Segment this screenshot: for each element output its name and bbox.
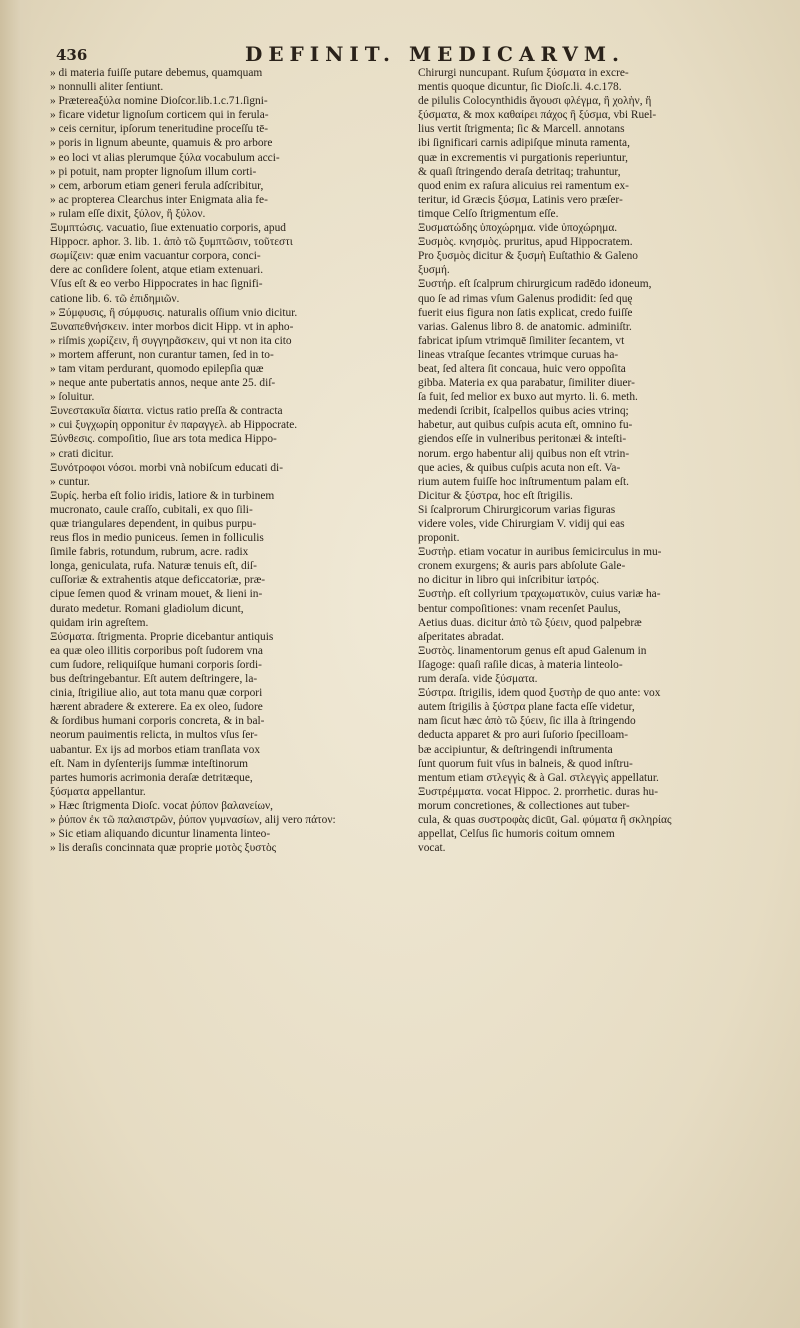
text-line: » Hæc ſtrigmenta Dioſc. vocat ῥύπον βαλανείων, [50, 799, 273, 812]
text-line: σωμίζειν: quæ enim vacuantur corpora, conci- [50, 250, 261, 263]
text-line: » neque ante pubertatis annos, neque ante 25. diſ- [50, 377, 276, 390]
text-line: lineas vtraſque ſecantes vtrimque curuas ha- [418, 348, 619, 361]
text-line: Pro ξυσμὸς dicitur & ξυσμὴ Euſtathio & Galeno [418, 250, 638, 263]
text-line: » crati dicitur. [50, 447, 114, 460]
text-line: varias. Galenus libro 8. de anatomic. adminiſtr. [418, 320, 632, 333]
text-line: » mortem afferunt, non curantur tamen, ſed in to- [50, 348, 274, 361]
text-line: » Prætereaξύλα nomine Dioſcor.lib.1.c.71.ſigni- [50, 95, 268, 108]
text-line: » cem, arborum etiam generi ferula adſcribitur, [50, 179, 264, 192]
text-line: Ξυσμὸς. κνησμὸς. pruritus, apud Hippocratem. [418, 236, 633, 249]
text-line: gibba. Materia ex qua parabatur, ſimiliter diuer- [418, 377, 635, 390]
text-line: lius vertit ſtrigmenta; ſic & Marcell. annotans [418, 123, 625, 136]
text-line: autem ſtrigilis à ξύστρα plane facta eſſe videtur, [418, 701, 635, 714]
text-line: » nonnulli aliter ſentiunt. [50, 81, 164, 94]
text-line: ibi ſignificari carnis adipiſque minuta ramenta, [418, 137, 630, 150]
text-line: fuerit eius figura non ſatis explicat, credo fuiſſe [418, 306, 633, 319]
text-line: Ξυνότροφοι νόσοι. morbi vnà nobiſcum educati di- [50, 461, 284, 474]
text-line: cum ſudore, reliquiſque humani corporis ſordi- [50, 658, 262, 671]
text-line: teritur, id Græcis ξύσμα, Latinis vero præſer- [418, 193, 623, 206]
text-line: vocat. [418, 842, 446, 855]
running-head: DEFINIT. MEDICARVM. [244, 42, 626, 66]
text-line: » poris in lignum abeunte, quamuis & pro arbore [50, 137, 273, 150]
text-line: bentur compoſitiones: vnam recenſet Paulus, [418, 602, 621, 615]
text-line: ſa fuit, ſed melior ex buxo aut myrto. li. 6. meth. [418, 391, 638, 404]
text-line: » ac propterea Clearchus inter Enigmata alia fe- [50, 193, 268, 206]
text-line: » cuntur. [50, 475, 90, 488]
text-line: Aetius duas. dicitur ἀπὸ τῶ ξύειν, quod palpebræ [418, 616, 642, 629]
text-line: » Sic etiam aliquando dicuntur linamenta linteo- [50, 828, 271, 841]
page-number: 436 [56, 46, 88, 64]
text-line: medendi ſcribit, ſcalpellos quibus acies vtrinq; [418, 405, 629, 418]
text-line: mentum etiam στλεγγὶς & à Gal. στλεγγὶς appellatur. [418, 771, 659, 784]
text-line: & ſordibus humani corporis concreta, & in bal- [50, 715, 265, 728]
text-line: eſt. Nam in dyſenterijs ſummæ inteſtinorum [50, 757, 249, 770]
text-line: beat, ſed altera ſit concaua, huic vero oppoſita [418, 362, 626, 375]
text-line: » ῥύπον ἐκ τῶ παλαιστρῶν, ῥύπον γυμνασίων, alij vero πάτον: [50, 813, 336, 826]
text-line: quidam irin agreſtem. [50, 616, 149, 629]
text-line: quod enim ex raſura alicuius rei ramentum ex- [418, 179, 629, 192]
text-line: videre voles, vide Chirurgiam V. vidij qui eas [418, 518, 625, 530]
text-line: longa, geniculata, rufa. Naturæ tenuis eſt, diſ- [50, 560, 257, 573]
text-line: ξύσματα appellantur. [50, 785, 146, 798]
text-line: Iſagoge: quaſi raſile dicas, à materia linteolo- [418, 658, 623, 671]
text-line: partes humoris acrimonia deraſæ detritæque, [50, 771, 253, 784]
text-line: que acies, & quibus cuſpis acuta non eſt. Va- [418, 461, 621, 474]
text-line: catione lib. 6. τῶ ἐπιδημιῶν. [50, 292, 180, 305]
text-line: Chirurgi nuncupant. Ruſum ξύσματα in excre- [418, 67, 629, 79]
text-line: Ξύνθεσις. compoſitio, ſiue ars tota medica Hippo- [50, 433, 277, 446]
text-line: » cui ξυγχωρίη opponitur ἐν παραγγελ. ab Hippocrate. [50, 419, 298, 432]
text-line: aſperitates abradat. [418, 630, 505, 643]
text-line: habetur, aut quibus cuſpis acuta eſt, omnino fu- [418, 419, 633, 432]
text-line: » rulam eſſe dixit, ξύλον, ἢ ξύλον. [50, 207, 206, 220]
text-line: ſunt quorum fuit vſus in balneis, & quod inſtru- [418, 757, 633, 770]
text-line: fabricat ipſum vtrimquē ſimiliter ſecantem, vt [418, 334, 625, 347]
right-text-column [418, 66, 764, 855]
text-line: dere ac conſidere ſolent, atque etiam extenuari. [50, 264, 264, 277]
text-line: cipue ſemen quod & vrinam mouet, & lieni in- [50, 588, 263, 601]
text-line: hærent abradere & exterere. Ea ex oleo, ſudore [50, 701, 263, 714]
text-line: cula, & quas συστροφὰς dicūt, Gal. φύματα ἢ σκληρίας [418, 813, 672, 826]
text-line: nam ſicut hæc ἀπὸ τῶ ξύειν, ſic illa à ſtringendo [418, 715, 636, 728]
text-line: » di materia fuiſſe putare debemus, quamquam [50, 67, 263, 79]
text-line: » ficare videtur lignoſum corticem qui in ferula- [50, 109, 269, 122]
text-line: durato medetur. Romani gladiolum dicunt, [50, 602, 244, 615]
text-line: ξυσμή. [418, 264, 450, 277]
text-line: ſimile fabris, rotundum, rubrum, acre. radix [50, 546, 249, 559]
text-line: giendos eſſe in vulneribus peritonæi & inteſti- [418, 433, 627, 446]
page-header [0, 42, 800, 66]
text-line: cinia, ſtrigiliue alio, aut tota manu quæ corpori [50, 687, 263, 700]
text-line: reus flos in medio puniceus. ſemen in folliculis [50, 532, 264, 545]
text-line: » ceis cernitur, ipſorum teneritudine proceſſu tē- [50, 123, 269, 136]
text-line: rum deraſa. vide ξύσματα. [418, 673, 538, 686]
text-line: quæ in excrementis vi purgationis reperiuntur, [418, 151, 629, 164]
text-line: norum. ergo habentur alij quibus non eſt vtrin- [418, 447, 630, 460]
page-gutter-shadow [0, 0, 34, 1328]
text-line: bus deſtringebantur. Eſt autem deſtringere, la- [50, 673, 258, 686]
text-line: Ξυμπτώσις. vacuatio, ſiue extenuatio corporis, apud [50, 222, 286, 235]
text-line: » tam vitam perdurant, quomodo epilepſia quæ [50, 362, 264, 375]
left-text-column [50, 66, 406, 855]
text-line: ξύσματα, & mox καθαίρει πάχος ἢ ξύσμα, vbi Ruel- [418, 109, 657, 122]
text-line: » eo loci vt alias plerumque ξύλα vocabulum acci- [50, 151, 280, 164]
text-line: Si ſcalprorum Chirurgicorum varias figuras [418, 503, 616, 516]
text-line: bæ accipiuntur, & deſtringendi inſtrumenta [418, 743, 613, 756]
text-line: & quaſi ſtringendo deraſa detritaq; trahuntur, [418, 165, 621, 178]
text-line: proponit. [418, 532, 460, 545]
text-line: » riſmis χωρίζειν, ἢ συγγηρᾶσκειν, qui vt non ita cito [50, 334, 292, 347]
text-line: quo ſe ad rimas vſum Galenus prodidit: ſed quę [418, 292, 633, 305]
text-line: ea quæ oleo illitis corporibus poſt ſudorem vna [50, 644, 263, 657]
text-line: timque Celſo ſtrigmentum eſſe. [418, 207, 559, 220]
text-line: Dicitur & ξύστρα, hoc eſt ſtrigilis. [418, 489, 573, 502]
text-line: rium autem fuiſſe hoc inſtrumentum palam eſt. [418, 475, 629, 488]
text-line: Ξυνεστακυῖα δίαιτα. victus ratio preſſa & contracta [50, 405, 283, 418]
text-line: Vſus eſt & eo verbo Hippocrates in hac ſignifi- [50, 278, 263, 291]
text-line: Ξυστὴρ. etiam vocatur in auribus ſemicirculus in mu- [418, 546, 662, 559]
text-line: Ξύστρα. ſtrigilis, idem quod ξυστὴρ de quo ante: vox [418, 687, 661, 700]
text-line: Ξυρίς. herba eſt folio iridis, latiore & in turbinem [50, 489, 275, 502]
text-line: Ξυστρέμματα. vocat Hippoc. 2. prorrhetic. duras hu- [418, 785, 659, 798]
text-line: neorum pauimentis relicta, in multos vſus ſer- [50, 729, 258, 742]
text-line: » Ξύμφυσις, ἢ σύμφυσις. naturalis oſſium vnio dicitur. [50, 306, 298, 319]
text-line: Ξυναπεθνήσκειν. inter morbos dicit Hipp. vt in apho- [50, 320, 294, 333]
text-line: Ξυστήρ. eſt ſcalprum chirurgicum radēdo idoneum, [418, 278, 652, 291]
text-line: de pilulis Colocynthidis ἄγουσι φλέγμα, ἢ χολὴν, ἢ [418, 95, 652, 108]
text-line: Hippocr. aphor. 3. lib. 1. ἀπὸ τῶ ξυμπτῶσιν, τοῦτεστι [50, 236, 293, 249]
text-line: Ξυστὴρ. eſt collyrium τραχωματικὸν, cuius variæ ha- [418, 588, 661, 601]
text-line: cuſſoriæ & extrahentis atque deficcatoriæ, præ- [50, 574, 266, 587]
text-line: Ξυστὸς. linamentorum genus eſt apud Galenum in [418, 644, 647, 657]
text-line: mentis quoque dicuntur, ſic Dioſc.li. 4.c.178. [418, 81, 622, 94]
text-line: mucronato, caule craſſo, cubitali, ex quo ſili- [50, 503, 253, 516]
text-line: Ξυσματώδης ὑποχώρημα. vide ὑποχώρημα. [418, 222, 618, 235]
text-line: » pi potuit, nam propter lignoſum illum corti- [50, 165, 257, 178]
text-line: deducta apparet & pro auri ſuſorio ſpecilloam- [418, 729, 629, 742]
text-line: quæ triangulares dependent, in quibus purpu- [50, 518, 257, 530]
text-line: cronem exurgens; & auris pars abſolute Gale- [418, 560, 626, 573]
text-line: morum concretiones, & collectiones aut tuber- [418, 799, 630, 812]
text-line: » ſoluitur. [50, 391, 95, 404]
text-line: uabantur. Ex ijs ad morbos etiam tranſlata vox [50, 743, 261, 756]
text-line: » lis deraſis concinnata quæ proprie μοτὸς ξυστὸς [50, 842, 277, 855]
text-line: appellat, Celſus ſic humoris coitum omnem [418, 828, 615, 841]
text-line: Ξύσματα. ſtrigmenta. Proprie dicebantur antiquis [50, 630, 274, 643]
text-line: no dicitur in libro qui inſcribitur ἰατρός. [418, 574, 600, 587]
